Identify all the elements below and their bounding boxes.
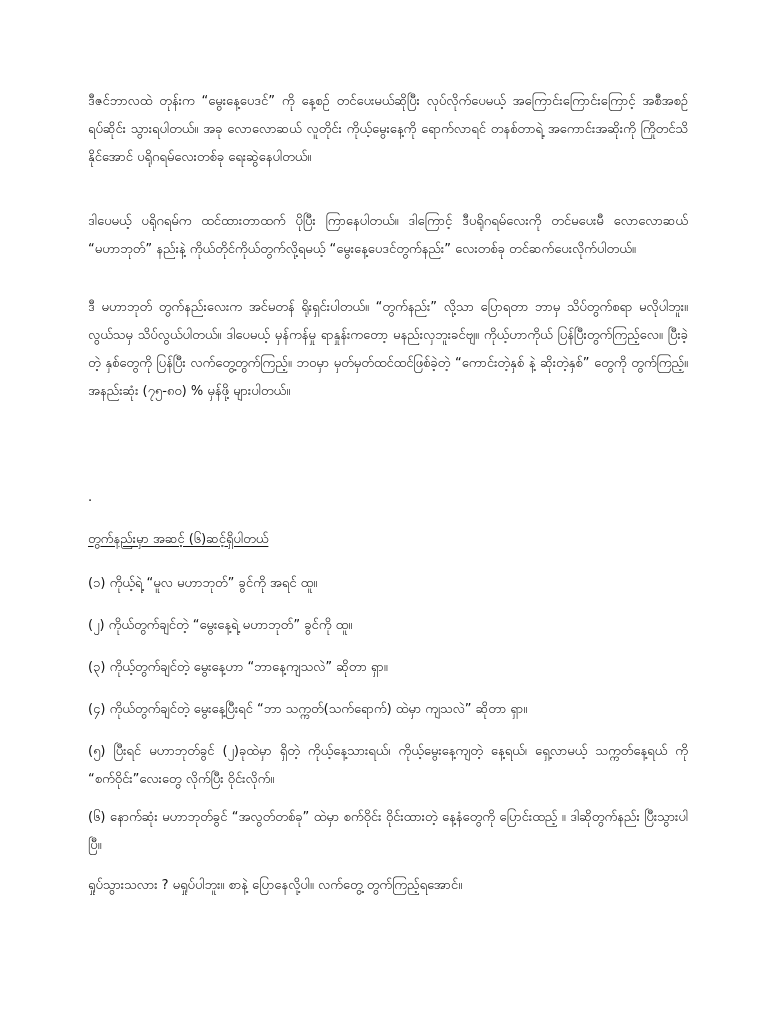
step-item-6: (၆) နောက်ဆုံး မဟာဘုတ်ခွင် “အလွတ်တစ်ခု” ထဲမှာ စက်ဝိုင်း ဝိုင်းထားတဲ့ နေ့နံတွေကို ပြောင်းထည့် ။ ဒါဆိုတွက်နည်း ပြီးသွားပါပြီ။ [88, 810, 688, 853]
steps-heading: တွက်နည်းမှာ အဆင့် (၆)ဆင့်ရှိပါတယ် [88, 532, 269, 547]
step-item-4: (၄) ကိုယ်တွက်ချင်တဲ့ မွေးနေ့ပြီးရင် “ဘာ သက္ကတ်(သက်ရောက်) ထဲမှာ ကျသလဲ” ဆိုတာ ရှာ။ [88, 702, 528, 717]
closing-paragraph: ရှုပ်သွားသလား ? မရှုပ်ပါဘူး။ စာနဲ့ ပြောနေလို့ပါ။ လက်တွေ့ တွက်ကြည့်ရအောင်။ [88, 878, 463, 893]
step-item-1: (၁) ကိုယ့်ရဲ့ “မူလ မဟာဘုတ်” ခွင်ကို အရင် ထူ။ [88, 576, 318, 591]
separator-dot: . [88, 490, 93, 505]
step-item-2: (၂) ကိုယ်တွက်ချင်တဲ့ “မွေးနေ့ရဲ့ မဟာဘုတ်” ခွင်ကို ထူ။ [88, 618, 353, 633]
intro-paragraph-1: ဒီဇင်ဘာလထဲ တုန်းက “မွေးနေ့ပေဒင်” ကို နေ့စဉ် တင်ပေးမယ်ဆိုပြီး လုပ်လိုက်ပေမယ့် အကြောင်းကြောင်းကြောင့် အစီအစဉ် ရပ်ဆိုင်း သွားရပါတယ်။ အခု လောလောဆယ် လူတိုင်း ကိုယ့်မွေးနေ့ကို ရောက်လာရင် တနစ်တာရဲ့ အကောင်းအဆိုးကို ကြိုတင်သိနိုင်အောင် ပရိုဂရမ်လေးတစ်ခု ရေးဆွဲနေပါတယ်။ [88, 94, 688, 165]
intro-paragraph-2: ဒါပေမယ့် ပရိုဂရမ်က ထင်ထားတာထက် ပိုပြီး ကြာနေပါတယ်။ ဒါကြောင့် ဒီပရိုဂရမ်လေးကို တင်မပေးမီ လောလောဆယ် “မဟာဘုတ်” နည်းနဲ့ ကိုယ်တိုင်ကိုယ်တွက်လို့ရမယ့် “မွေးနေ့ပေဒင်တွက်နည်း” လေးတစ်ခု တင်ဆက်ပေးလိုက်ပါတယ်။ [88, 214, 688, 257]
intro-paragraph-3: ဒီ မဟာဘုတ် တွက်နည်းလေးက အင်မတန် ရိုးရှင်းပါတယ်။ “တွက်နည်း” လို့သာ ပြောရတာ ဘာမှ သိပ်တွက်စရာ မလိုပါဘူး။ လွယ်သမှ သိပ်လွယ်ပါတယ်။ ဒါပေမယ့် မှန်ကန်မှု ရာနှုန်းကတော့ မနည်းလှဘူးခင်ဗျ။ ကိုယ့်ဟာကိုယ် ပြန်ပြီးတွက်ကြည့်လေ။ ပြီးခဲ့တဲ့ နှစ်တွေကို ပြန်ပြီး လက်တွေ့တွက်ကြည့်။ ဘဝမှာ မှတ်မှတ်ထင်ထင်ဖြစ်ခဲ့တဲ့ “ကောင်းတဲ့နှစ် နဲ့ ဆိုးတဲ့နှစ်” တွေကို တွက်ကြည့်။ အနည်းဆုံး (၇၅-၈၀) % မှန်ဖို့ များပါတယ်။ [88, 300, 688, 399]
step-item-5: (၅) ပြီးရင် မဟာဘုတ်ခွင် (၂)ခုထဲမှာ ရှိတဲ့ ကိုယ့်နေ့သားရယ်၊ ကိုယ့်မွေးနေ့ကျတဲ့ နေ့ရယ်၊ ရှေ့လာမယ့် သက္ကတ်နေ့ရယ် ကို “စက်ဝိုင်း”လေးတွေ လိုက်ပြီး ဝိုင်းလိုက်။ [88, 744, 688, 787]
step-item-3: (၃) ကိုယ့်တွက်ချင်တဲ့ မွေးနေ့ဟာ “ဘာနေ့ကျသလဲ” ဆိုတာ ရှာ။ [88, 660, 388, 675]
